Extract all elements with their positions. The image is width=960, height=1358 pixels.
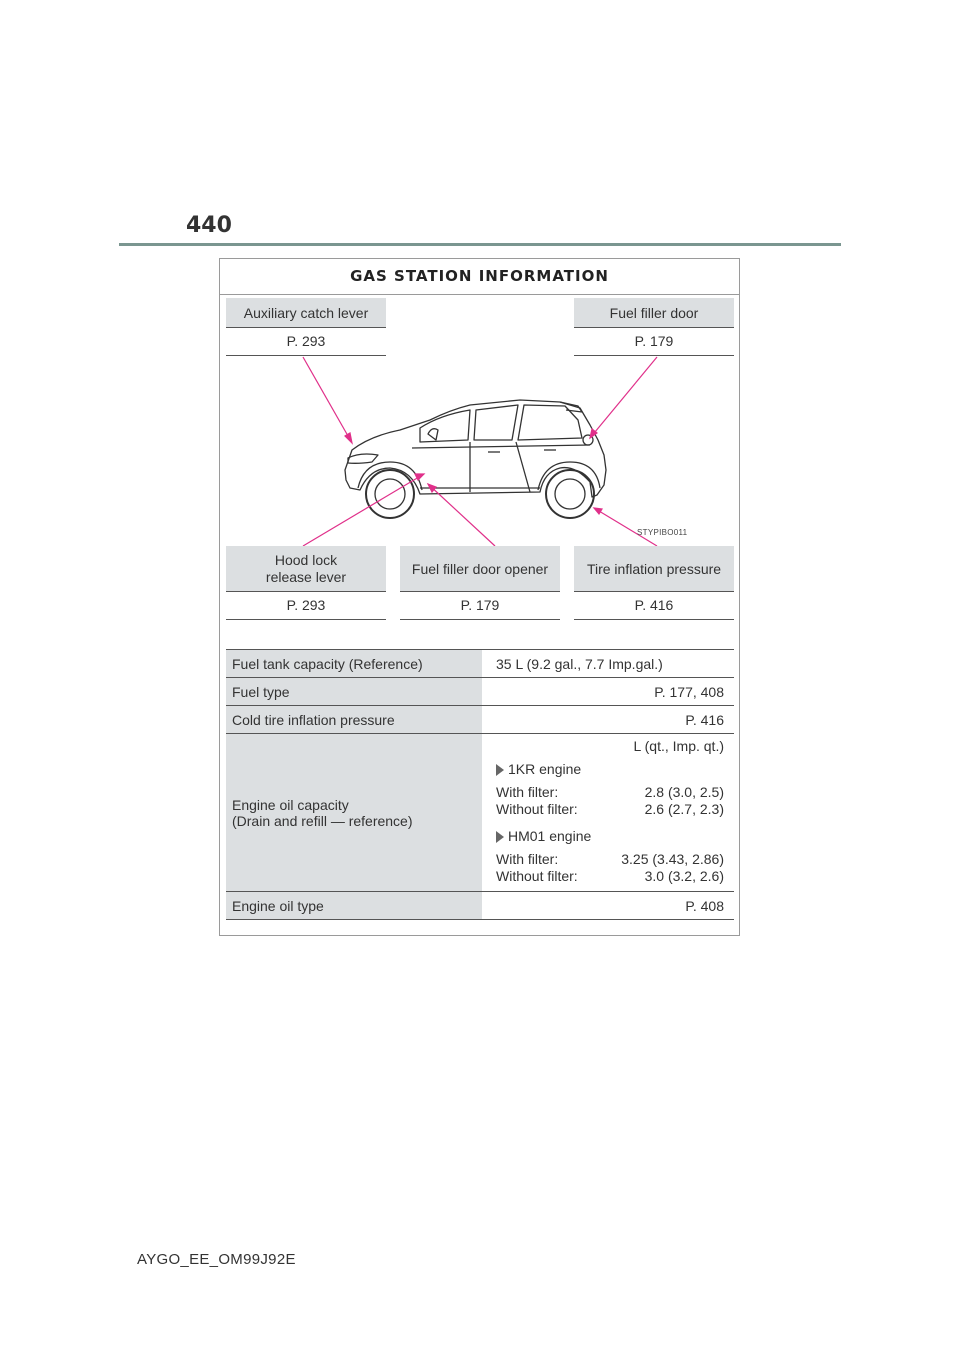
with-filter-value: 3.25 (3.43, 2.86): [621, 851, 724, 867]
engine-oil-capacity-value: [482, 734, 734, 892]
figure-code: STYPIBO011: [637, 528, 688, 537]
without-filter-label: Without filter:: [496, 868, 578, 884]
callout-page-ref[interactable]: P. 293: [226, 328, 386, 356]
fuel-type-value[interactable]: P. 177, 408: [482, 678, 734, 706]
spec-table: [226, 649, 734, 920]
page-number: 440: [186, 213, 232, 238]
leader-tire-pressure: [594, 508, 657, 546]
callout-auxiliary-catch-lever: [226, 298, 386, 356]
table-row: [226, 650, 734, 678]
callout-label: Fuel filler door: [574, 298, 734, 328]
with-filter-label: With filter:: [496, 784, 559, 800]
without-filter-value: 2.6 (2.7, 2.3): [644, 801, 724, 817]
table-row: [226, 734, 734, 892]
callout-fuel-filler-door: [574, 298, 734, 356]
car-rear-wheel: [546, 470, 594, 518]
car-window-rear: [474, 405, 518, 440]
engine-variant-1kr: [496, 761, 724, 818]
engine-oil-type-value[interactable]: P. 408: [482, 892, 734, 920]
callout-fuel-filler-door-opener: [400, 546, 560, 620]
engine-oil-type-key: Engine oil type: [226, 892, 482, 920]
callout-label: Tire inflation pressure: [574, 546, 734, 592]
engine-oil-capacity-key: [226, 734, 482, 892]
callout-label: Fuel filler door opener: [400, 546, 560, 592]
callout-label: Auxiliary catch lever: [226, 298, 386, 328]
oil-unit: L (qt., Imp. qt.): [633, 738, 724, 754]
panel-title: GAS STATION INFORMATION: [220, 259, 739, 295]
callout-tire-inflation-pressure: [574, 546, 734, 620]
callout-hood-lock-release-lever: [226, 546, 386, 620]
fuel-tank-capacity-value: 35 L (9.2 gal., 7.7 Imp.gal.): [482, 650, 734, 678]
table-row: [226, 706, 734, 734]
callout-page-ref[interactable]: P. 293: [226, 592, 386, 620]
car-window-front: [420, 410, 470, 442]
without-filter-label: Without filter:: [496, 801, 578, 817]
engine-variant-hm01: [496, 828, 724, 885]
cold-tire-pressure-value[interactable]: P. 416: [482, 706, 734, 734]
car-headlight: [348, 454, 378, 463]
table-row: [226, 892, 734, 920]
callout-page-ref[interactable]: P. 416: [574, 592, 734, 620]
engine-name: 1KR engine: [508, 761, 582, 777]
callout-page-ref[interactable]: P. 179: [400, 592, 560, 620]
triangle-bullet-icon: [496, 831, 504, 843]
leader-fuel-filler-door: [590, 357, 657, 438]
callout-page-ref[interactable]: P. 179: [574, 328, 734, 356]
leader-hood-lock: [303, 474, 424, 546]
leader-auxiliary-catch: [303, 357, 352, 443]
with-filter-label: With filter:: [496, 851, 559, 867]
cold-tire-pressure-key: Cold tire inflation pressure: [226, 706, 482, 734]
document-code: AYGO_EE_OM99J92E: [137, 1251, 296, 1268]
callout-label: Hood lock release lever: [226, 546, 386, 592]
engine-oil-capacity-key-line2: (Drain and refill — reference): [232, 812, 413, 829]
car-mirror: [428, 429, 438, 440]
table-row: [226, 678, 734, 706]
fuel-tank-capacity-key: Fuel tank capacity (Reference): [226, 650, 482, 678]
triangle-bullet-icon: [496, 764, 504, 776]
with-filter-value: 2.8 (3.0, 2.5): [644, 784, 724, 800]
engine-oil-capacity-key-line1: Engine oil capacity: [232, 796, 349, 813]
engine-name: HM01 engine: [508, 828, 592, 844]
car-door-line-rear: [516, 442, 530, 492]
without-filter-value: 3.0 (3.2, 2.6): [644, 868, 724, 884]
fuel-type-key: Fuel type: [226, 678, 482, 706]
car-belt-line: [412, 445, 590, 448]
